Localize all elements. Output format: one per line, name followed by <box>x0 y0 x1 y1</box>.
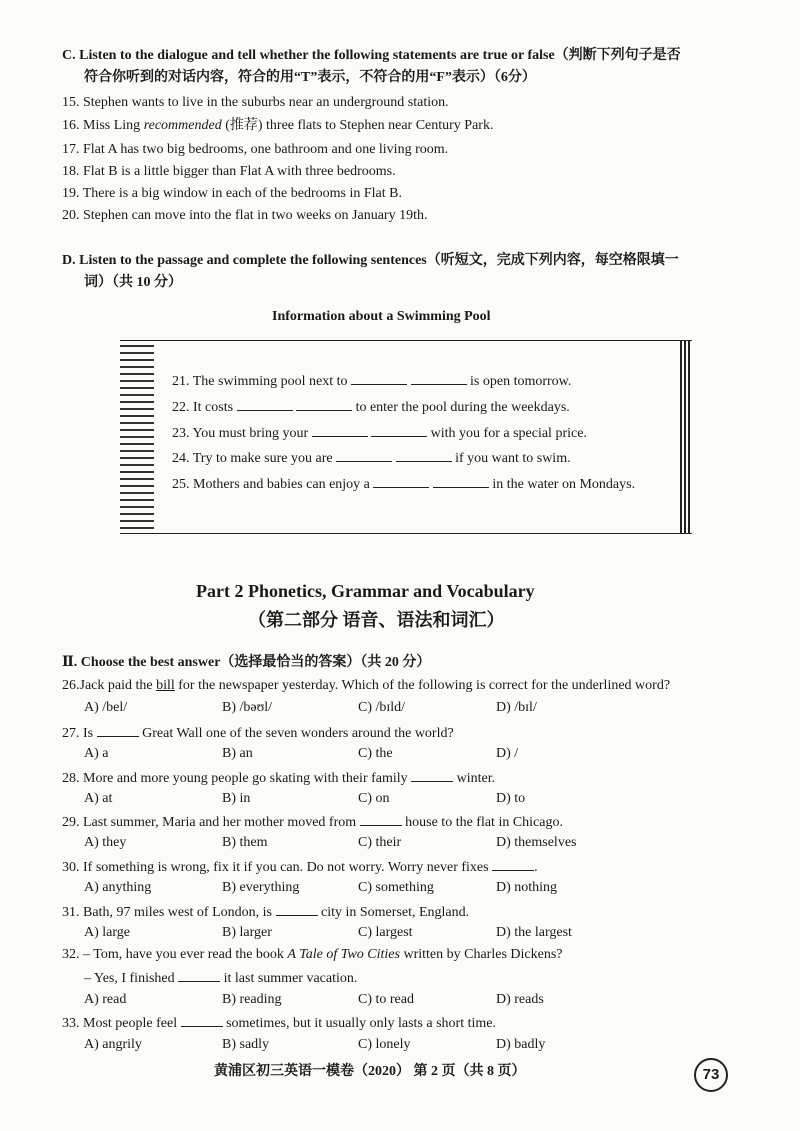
option-b[interactable]: B) in <box>222 791 251 806</box>
answer-blank[interactable] <box>312 423 368 437</box>
answer-blank[interactable] <box>97 723 139 737</box>
section-c-heading-line1: C. Listen to the dialogue and tell whether the following statements are true or false（判断下列句子是否 <box>62 48 681 63</box>
answer-blank[interactable] <box>178 968 220 982</box>
statement-15: 15. Stephen wants to live in the suburbs near an underground station. <box>62 95 449 110</box>
option-c[interactable]: C) on <box>358 791 390 806</box>
option-d[interactable]: D) to <box>496 791 526 806</box>
fill-item-23: 23. You must bring your with you for a special price. <box>172 423 587 443</box>
section-d-heading-line2: 词）（共 10 分） <box>84 275 182 290</box>
answer-blank[interactable] <box>181 1013 223 1027</box>
question-32-line1: 32. – Tom, have you ever read the book A Tale of Two Cities written by Charles Dickens? <box>62 947 563 962</box>
page-number-badge: 73 <box>694 1058 728 1092</box>
fill-item-22: 22. It costs to enter the pool during the weekdays. <box>172 397 570 417</box>
answer-blank[interactable] <box>373 474 429 488</box>
notebook-binding-decoration <box>680 341 692 533</box>
option-a[interactable]: A) at <box>84 791 113 806</box>
answer-blank[interactable] <box>492 857 534 871</box>
answer-blank[interactable] <box>351 371 407 385</box>
option-b[interactable]: B) /bəʊl/ <box>222 700 273 715</box>
statement-19: 19. There is a big window in each of the bedrooms in Flat B. <box>62 186 402 201</box>
option-b[interactable]: B) reading <box>222 992 282 1007</box>
option-d[interactable]: D) /bɪl/ <box>496 700 537 715</box>
question-26: 26.Jack paid the bill for the newspaper yesterday. Which of the following is correct for the underlined word? <box>62 678 671 693</box>
option-c[interactable]: C) to read <box>358 992 414 1007</box>
question-30: 30. If something is wrong, fix it if you can. Do not worry. Worry never fixes . <box>62 857 538 877</box>
option-b[interactable]: B) them <box>222 835 268 850</box>
question-27: 27. Is Great Wall one of the seven wonders around the world? <box>62 723 454 743</box>
page-footer: 黄浦区初三英语一模卷（2020） 第 2 页（共 8 页） <box>214 1064 526 1079</box>
answer-blank[interactable] <box>296 397 352 411</box>
option-d[interactable]: D) nothing <box>496 880 558 895</box>
option-a[interactable]: A) a <box>84 746 109 761</box>
option-c[interactable]: C) largest <box>358 925 413 940</box>
option-c[interactable]: C) /bɪld/ <box>358 700 406 715</box>
option-b[interactable]: B) everything <box>222 880 300 895</box>
question-32-line2: – Yes, I finished it last summer vacation. <box>84 968 357 988</box>
option-d[interactable]: D) badly <box>496 1037 546 1052</box>
question-29: 29. Last summer, Maria and her mother moved from house to the flat in Chicago. <box>62 812 563 832</box>
option-a[interactable]: A) large <box>84 925 130 940</box>
option-c[interactable]: C) the <box>358 746 393 761</box>
info-box-title: Information about a Swimming Pool <box>272 309 491 324</box>
section-c-heading-line2: 符合你听到的对话内容，符合的用“T”表示，不符合的用“F”表示）（6分） <box>84 70 536 85</box>
option-a[interactable]: A) read <box>84 992 127 1007</box>
option-d[interactable]: D) / <box>496 746 519 761</box>
underlined-word: bill <box>156 678 175 693</box>
question-28: 28. More and more young people go skating with their family winter. <box>62 768 495 788</box>
answer-blank[interactable] <box>360 812 402 826</box>
statement-18: 18. Flat B is a little bigger than Flat A with three bedrooms. <box>62 164 396 179</box>
answer-blank[interactable] <box>336 448 392 462</box>
answer-blank[interactable] <box>433 474 489 488</box>
option-b[interactable]: B) an <box>222 746 253 761</box>
answer-blank[interactable] <box>276 902 318 916</box>
option-a[interactable]: A) they <box>84 835 127 850</box>
statement-16: 16. Miss Ling recommended (推荐) three flats to Stephen near Century Park. <box>62 118 494 133</box>
fill-item-21: 21. The swimming pool next to is open tomorrow. <box>172 371 571 391</box>
answer-blank[interactable] <box>396 448 452 462</box>
option-d[interactable]: D) the largest <box>496 925 572 940</box>
part2-title: Part 2 Phonetics, Grammar and Vocabulary <box>196 581 535 601</box>
fill-item-24: 24. Try to make sure you are if you want to swim. <box>172 448 571 468</box>
answer-blank[interactable] <box>411 371 467 385</box>
notebook-rings-decoration <box>120 345 154 529</box>
option-b[interactable]: B) larger <box>222 925 272 940</box>
statement-17: 17. Flat A has two big bedrooms, one bathroom and one living room. <box>62 142 449 157</box>
question-31: 31. Bath, 97 miles west of London, is city in Somerset, England. <box>62 902 469 922</box>
fill-item-25: 25. Mothers and babies can enjoy a in the water on Mondays. <box>172 474 635 494</box>
option-c[interactable]: C) something <box>358 880 434 895</box>
option-d[interactable]: D) themselves <box>496 835 577 850</box>
option-b[interactable]: B) sadly <box>222 1037 270 1052</box>
answer-blank[interactable] <box>371 423 427 437</box>
part2-subtitle: （第二部分 语音、语法和词汇） <box>248 610 505 630</box>
question-33: 33. Most people feel sometimes, but it usually only lasts a short time. <box>62 1013 496 1033</box>
answer-blank[interactable] <box>237 397 293 411</box>
option-d[interactable]: D) reads <box>496 992 544 1007</box>
section-d-heading-line1: D. Listen to the passage and complete the following sentences（听短文，完成下列内容，每空格限填一 <box>62 253 679 268</box>
option-c[interactable]: C) their <box>358 835 402 850</box>
option-c[interactable]: C) lonely <box>358 1037 411 1052</box>
option-a[interactable]: A) angrily <box>84 1037 142 1052</box>
answer-blank[interactable] <box>411 768 453 782</box>
option-a[interactable]: A) /bel/ <box>84 700 128 715</box>
option-a[interactable]: A) anything <box>84 880 152 895</box>
statement-20: 20. Stephen can move into the flat in two weeks on January 19th. <box>62 208 428 223</box>
section-ii-heading: Ⅱ. Choose the best answer（选择最恰当的答案）（共 20 分） <box>62 655 431 670</box>
